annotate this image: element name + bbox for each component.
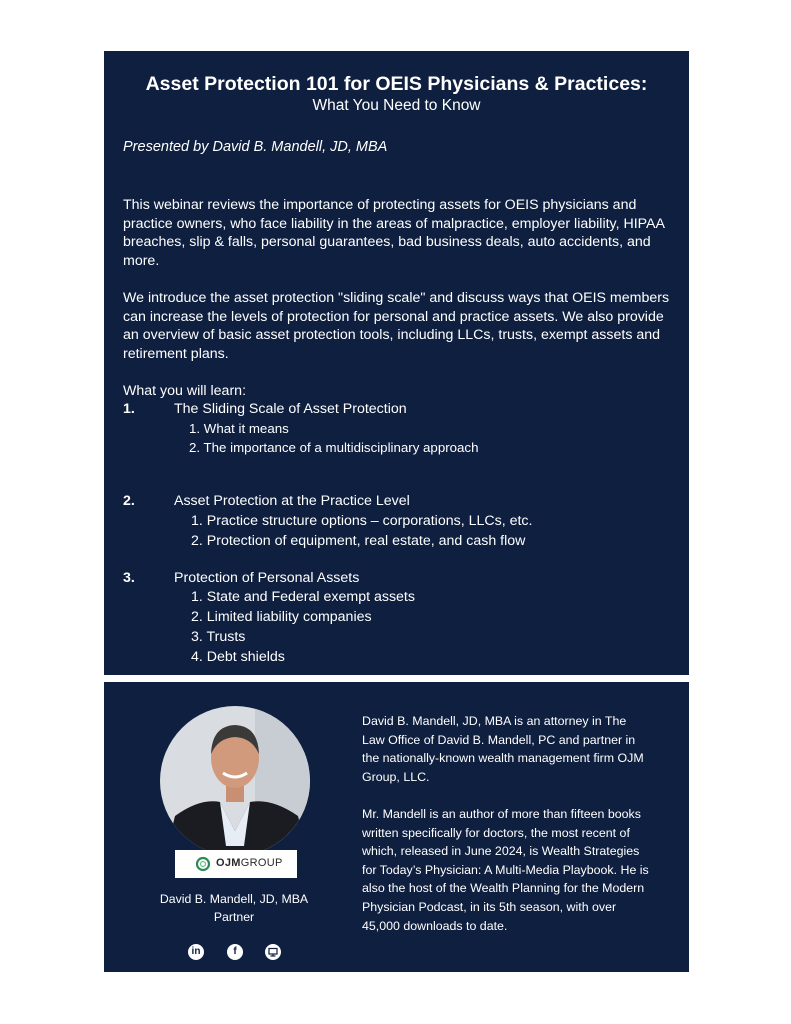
list-item: 2. Protection of equipment, real estate, and cash flow	[191, 533, 526, 549]
list-item: 4. Debt shields	[191, 649, 285, 665]
list-item: 2. Limited liability companies	[191, 609, 372, 625]
page-title: Asset Protection 101 for OEIS Physicians & Practices:	[145, 73, 648, 95]
facebook-icon[interactable]: f	[227, 944, 243, 960]
logo-text: OJMGROUP	[216, 857, 283, 869]
section-number: 2.	[123, 493, 135, 509]
speaker-bio-1: David B. Mandell, JD, MBA is an attorney in The Law Office of David B. Mandell, PC and partner in the nationally-known wealth management firm OJM Group, LLC.	[362, 714, 644, 784]
section-title: Protection of Personal Assets	[174, 570, 360, 586]
section-title: The Sliding Scale of Asset Protection	[174, 401, 407, 417]
list-item: 1. What it means	[189, 421, 289, 436]
page-subtitle: What You Need to Know	[312, 97, 481, 114]
speaker-name: David B. Mandell, JD, MBA	[159, 892, 309, 906]
list-item: 3. Trusts	[191, 629, 246, 645]
ojm-group-logo	[175, 850, 297, 878]
linkedin-icon[interactable]: in	[188, 944, 204, 960]
webinar-info-panel	[104, 51, 689, 675]
website-icon[interactable]	[265, 944, 281, 960]
speaker-role: Partner	[213, 910, 255, 924]
section-number: 3.	[123, 570, 135, 586]
ojm-logo-icon	[195, 856, 211, 872]
description-paragraph-1: This webinar reviews the importance of protecting assets for OEIS physicians and practice owners, who face liability in the areas of malpractice, employer liability, HIPAA breaches, slip & falls, personal guarantees, bad business deals, auto accidents, and more.	[123, 197, 665, 269]
section-title: Asset Protection at the Practice Level	[174, 493, 410, 509]
presenter-line: Presented by David B. Mandell, JD, MBA	[123, 139, 388, 155]
list-item: 1. State and Federal exempt assets	[191, 589, 415, 605]
speaker-photo	[160, 706, 310, 856]
speaker-panel	[104, 682, 689, 972]
section-number: 1.	[123, 401, 135, 417]
description-paragraph-2: We introduce the asset protection "sliding scale" and discuss ways that OEIS members can increase the levels of protection for personal and practice assets. We also provide an overview of basic asset protection tools, including LLCs, trusts, exempt assets and retirement plans.	[123, 290, 670, 362]
list-item: 1. Practice structure options – corporations, LLCs, etc.	[191, 513, 533, 529]
speaker-bio-2: Mr. Mandell is an author of more than fifteen books written specifically for doctors, the most recent of which, released in June 2024, is Wealth Strategies for Today’s Physician: A Multi-Media Playbook. He is also the host of the Wealth Planning for the Modern Physician Podcast, in its 5th season, with over 45,000 downloads to date.	[362, 807, 649, 933]
list-item: 2. The importance of a multidisciplinary approach	[189, 440, 479, 455]
learn-heading: What you will learn:	[123, 383, 247, 399]
